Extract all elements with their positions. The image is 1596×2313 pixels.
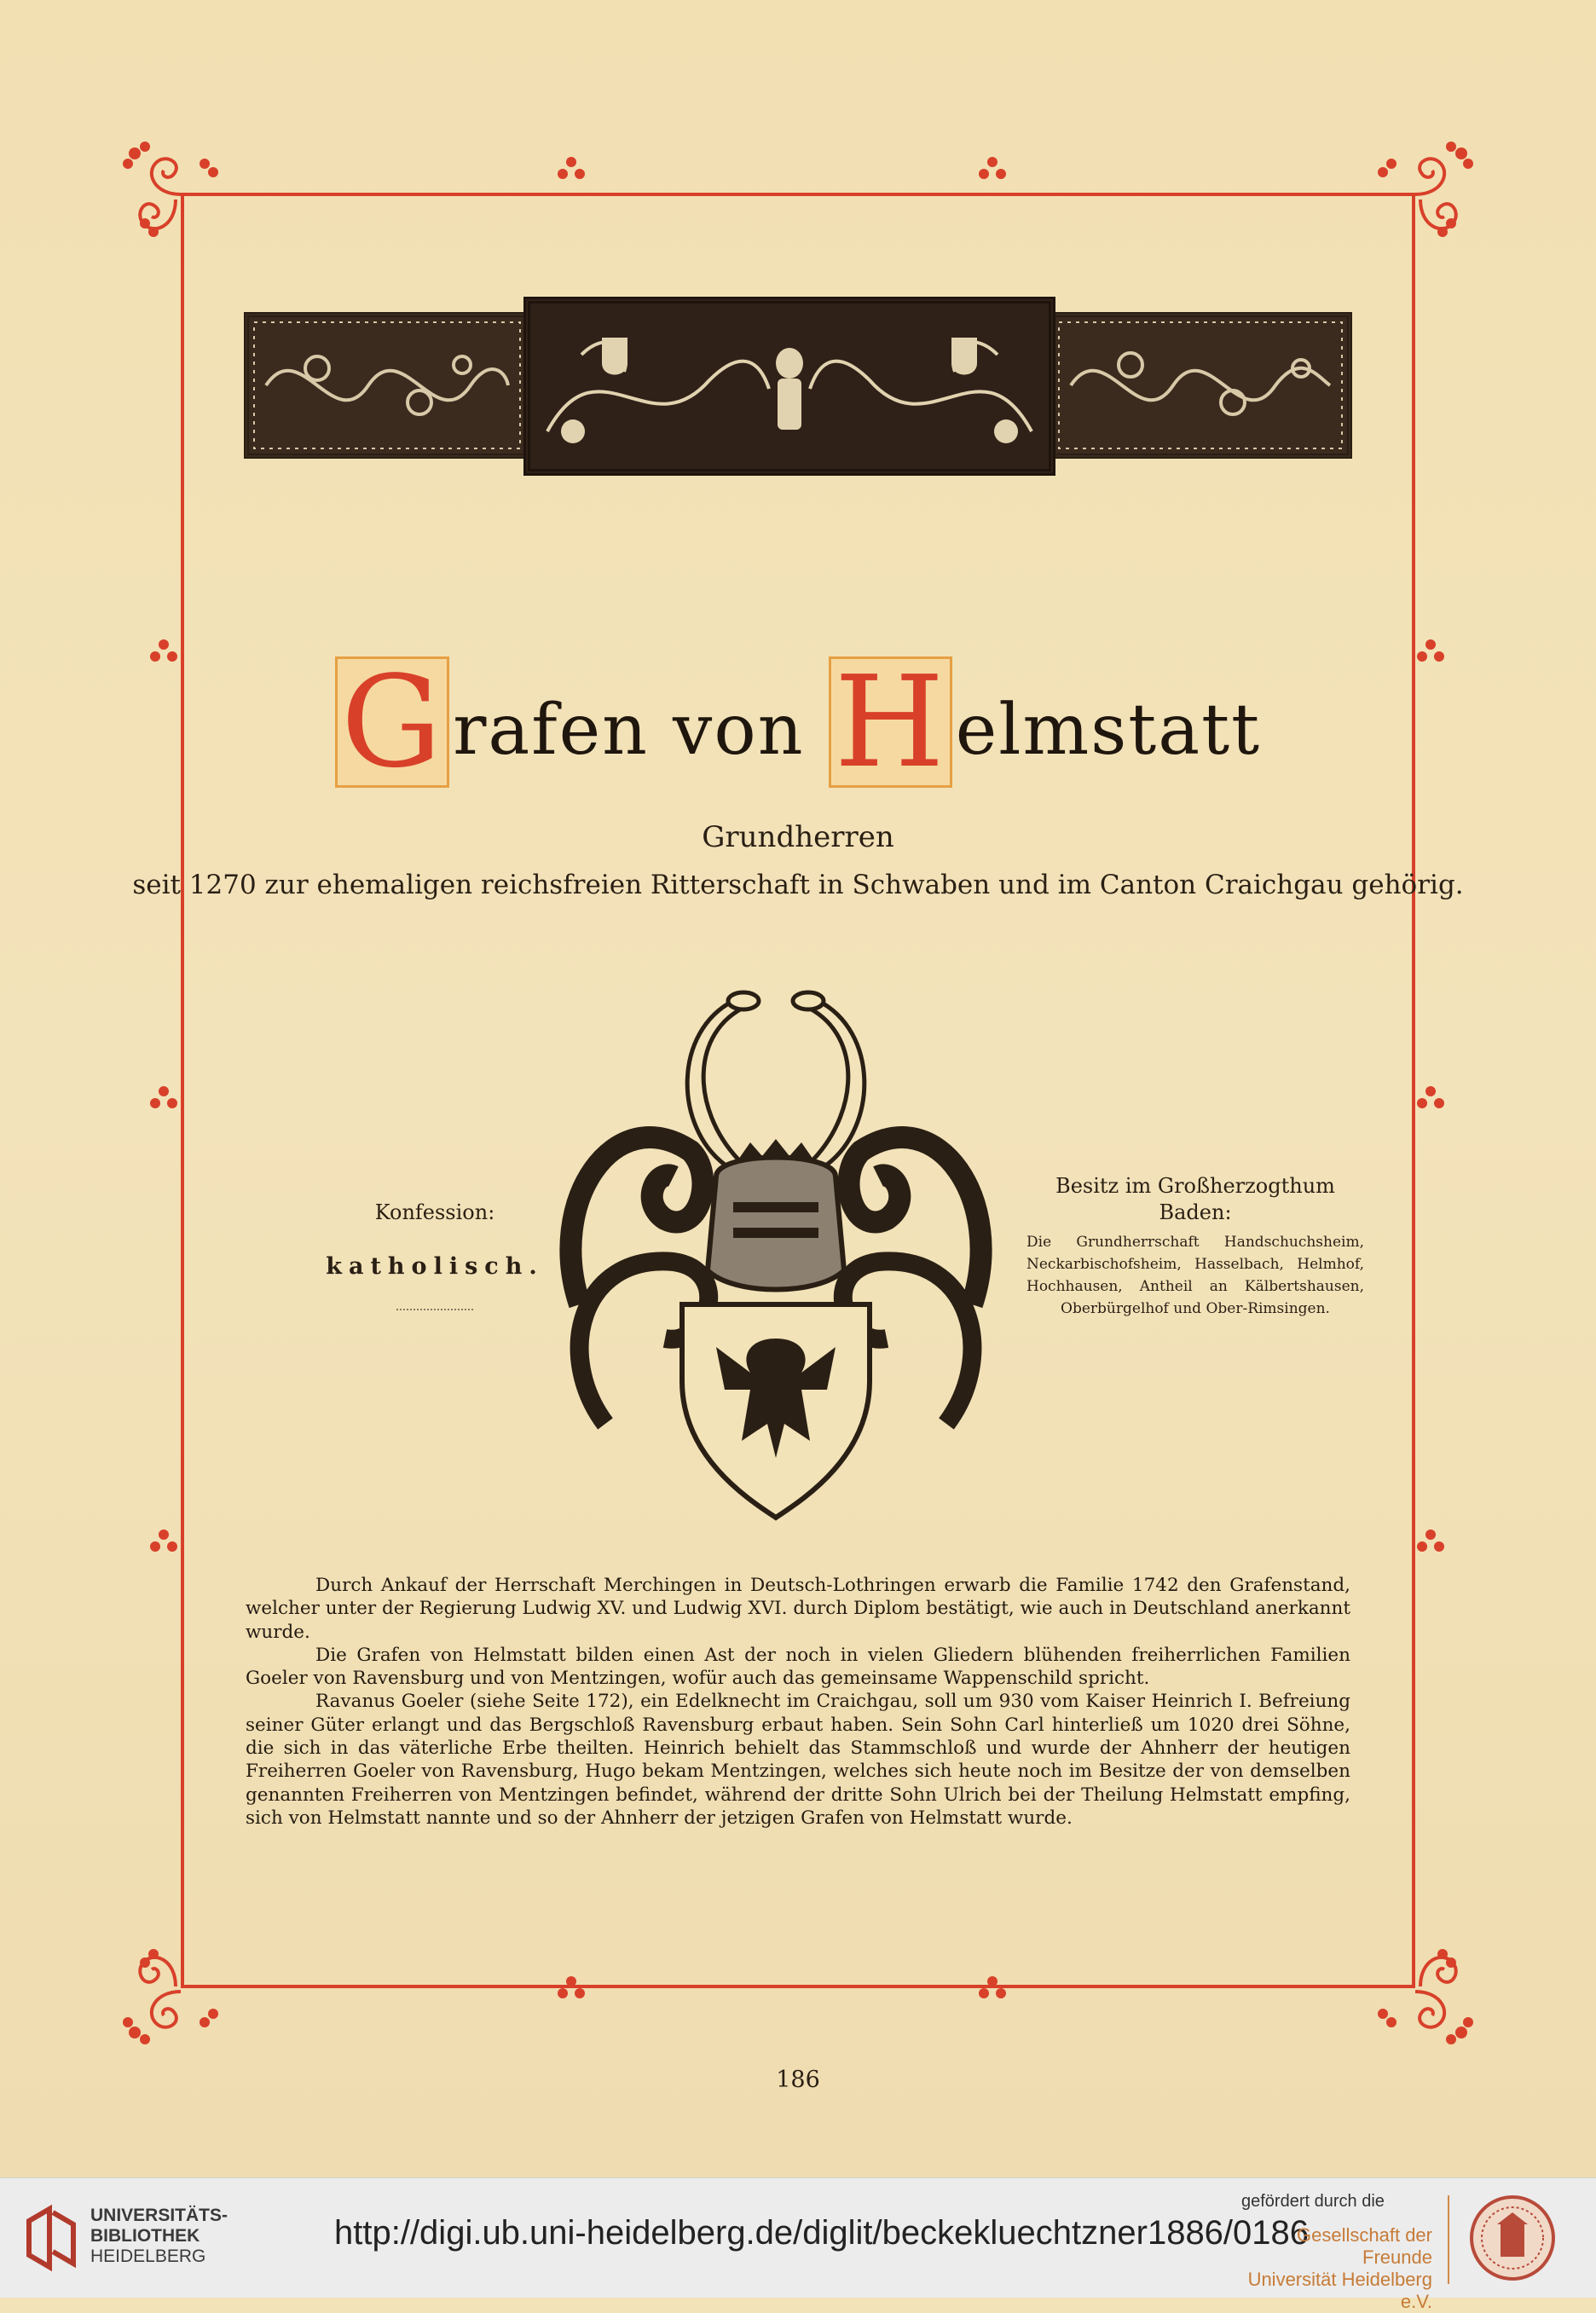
library-name xyxy=(90,2206,228,2267)
corner-flourish-icon xyxy=(1366,138,1477,249)
library-logo-icon xyxy=(24,2204,78,2275)
possessions-block xyxy=(1026,1173,1364,1320)
confession-value: katholisch. xyxy=(326,1253,544,1280)
title-text-part-2: elmstatt xyxy=(955,690,1262,771)
paragraph: Die Grafen von Helmstatt bilden einen Ast der noch in vielen Gliedern blühenden freiherrlichen Familien Goeler von Ravensburg und von Mentzingen, wofür auch das gemeinsame Wappenschild spricht. xyxy=(246,1644,1350,1690)
edge-ornament-icon xyxy=(1414,1083,1448,1120)
coat-of-arms-icon xyxy=(546,980,1006,1526)
edge-ornament-icon xyxy=(147,1526,181,1564)
history-line: seit 1270 zur ehemaligen reichsfreien Ritterschaft in Schwaben und im Canton Craichgau gehörig. xyxy=(132,870,1464,900)
footer-divider xyxy=(1448,2195,1449,2284)
sponsor-label: gefördert durch die xyxy=(1241,2192,1385,2211)
decorative-rule xyxy=(396,1309,473,1310)
edge-ornament-icon xyxy=(147,1083,181,1120)
possessions-heading: Besitz im Großherzogthum Baden: xyxy=(1055,1174,1335,1224)
edge-ornament-icon xyxy=(1414,1526,1448,1564)
subtitle: Grundherren xyxy=(702,820,894,854)
confession-label: Konfession: xyxy=(374,1200,495,1224)
library-name-line: HEIDELBERG xyxy=(90,2247,206,2266)
edge-ornament-icon xyxy=(975,1973,1009,2010)
library-name-line: UNIVERSITÄTS- xyxy=(90,2206,228,2225)
sponsor-name-line: Universität Heidelberg e.V. xyxy=(1247,2269,1432,2312)
edge-ornament-icon xyxy=(554,1973,588,2010)
header-banner xyxy=(244,297,1352,476)
corner-flourish-icon xyxy=(119,1937,230,2048)
title-initial-h: H xyxy=(829,656,952,788)
paragraph: Durch Ankauf der Herrschaft Merchingen in Deutsch-Lothringen erwarb die Familie 1742 den Grafenstand, welcher unter der Regierung Ludwig XV. und Ludwig XVI. durch Diplom bestätigt, wie auch in Deutschland anerkannt wurde. xyxy=(246,1575,1350,1643)
university-seal-icon xyxy=(1468,2194,1557,2286)
banner-center-panel xyxy=(523,297,1055,476)
confession-block xyxy=(307,1200,563,1310)
title-text-part-1: rafen von xyxy=(453,690,829,771)
corner-flourish-icon xyxy=(119,138,230,249)
edge-ornament-icon xyxy=(975,153,1009,191)
footer-bar xyxy=(0,2177,1596,2312)
body-text xyxy=(246,1574,1350,1830)
title-initial-g: G xyxy=(335,656,449,788)
page-number: 186 xyxy=(776,2067,820,2093)
banner-right-panel xyxy=(1049,312,1352,459)
source-url-link[interactable]: http://digi.ub.uni-heidelberg.de/diglit/beckekluechtzner1886/0186 xyxy=(334,2214,1310,2252)
sponsor-name xyxy=(1228,2224,1432,2313)
banner-left-panel xyxy=(244,312,530,459)
possessions-text: Die Grundherrschaft Handschuchsheim, Neckarbischofsheim, Hasselbach, Helmhof, Hochhausen, Antheil an Kälbertshausen, Oberbürgelhof und Ober-Rimsingen. xyxy=(1026,1234,1364,1317)
page-title xyxy=(0,649,1596,795)
edge-ornament-icon xyxy=(554,153,588,191)
corner-flourish-icon xyxy=(1366,1937,1477,2048)
paragraph: Ravanus Goeler (siehe Seite 172), ein Edelknecht im Craichgau, soll um 930 vom Kaiser Heinrich I. Befreiung seiner Güter erlangt und das Bergschloß Ravensburg erbaut haben. Sein Sohn Carl hinterließ um 1020 drei Söhne, die sich in das väterliche Erbe theilten. Heinrich behielt das Stammschloß und wurde der Ahnherr der heutigen Freiherren Goeler von Ravensburg, Hugo bekam Mentzingen, welches sich heute noch im Besitze der von demselben genannten Freiherren von Mentzingen befindet, während der dritte Sohn Ulrich bei der Theilung Helmstatt empfing, sich von Helmstatt nannte und so der Ahnherr der jetzigen Grafen von Helmstatt wurde. xyxy=(246,1691,1350,1829)
library-name-line: BIBLIOTHEK xyxy=(90,2226,200,2246)
sponsor-name-line: Gesellschaft der Freunde xyxy=(1297,2224,1432,2268)
